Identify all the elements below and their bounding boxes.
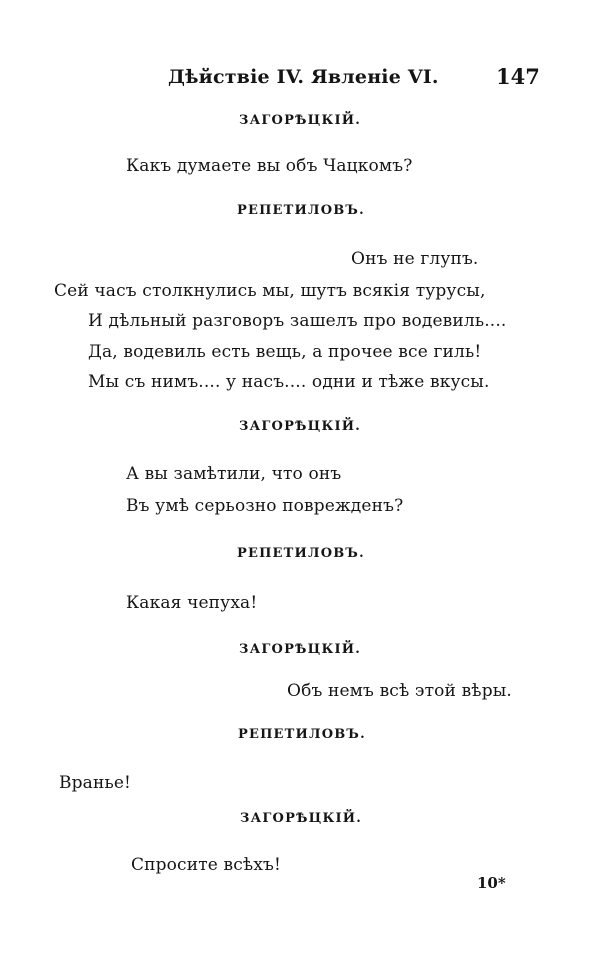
verse-line: И дѣльный разговоръ зашелъ про водевиль....	[88, 311, 507, 331]
verse-line: Вранье!	[59, 773, 132, 793]
verse-line: Сей часъ столкнулись мы, шутъ всякія турусы,	[54, 281, 486, 301]
verse-line: А вы замѣтили, что онъ	[126, 464, 342, 484]
speaker-name: ЗАГОРѢЦКІЙ.	[239, 419, 361, 434]
speaker-name: ЗАГОРѢЦКІЙ.	[239, 642, 361, 657]
running-title: Дѣйствіе IV. Явленіе VI.	[168, 66, 439, 88]
speaker-name: ЗАГОРѢЦКІЙ.	[240, 811, 362, 826]
speaker-name: РЕПЕТИЛОВЪ.	[237, 203, 365, 218]
verse-line: Онъ не глупъ.	[351, 249, 479, 269]
verse-line: Какая чепуха!	[126, 593, 258, 613]
verse-line: Объ немъ всѣ этой вѣры.	[287, 681, 512, 701]
speaker-name: РЕПЕТИЛОВЪ.	[237, 546, 365, 561]
speaker-name: ЗАГОРѢЦКІЙ.	[239, 113, 361, 128]
verse-line: Въ умѣ серьозно поврежденъ?	[126, 496, 404, 516]
verse-line: Да, водевиль есть вещь, а прочее все гиль!	[88, 342, 482, 362]
verse-line: Спросите всѣхъ!	[131, 855, 282, 875]
speaker-name: РЕПЕТИЛОВЪ.	[238, 727, 366, 742]
verse-line: Мы съ нимъ.... у насъ.... одни и тѣже вкусы.	[88, 372, 490, 392]
verse-line: Какъ думаете вы объ Чацкомъ?	[126, 156, 413, 176]
signature-mark: 10*	[477, 874, 506, 892]
page-number: 147	[496, 64, 540, 89]
